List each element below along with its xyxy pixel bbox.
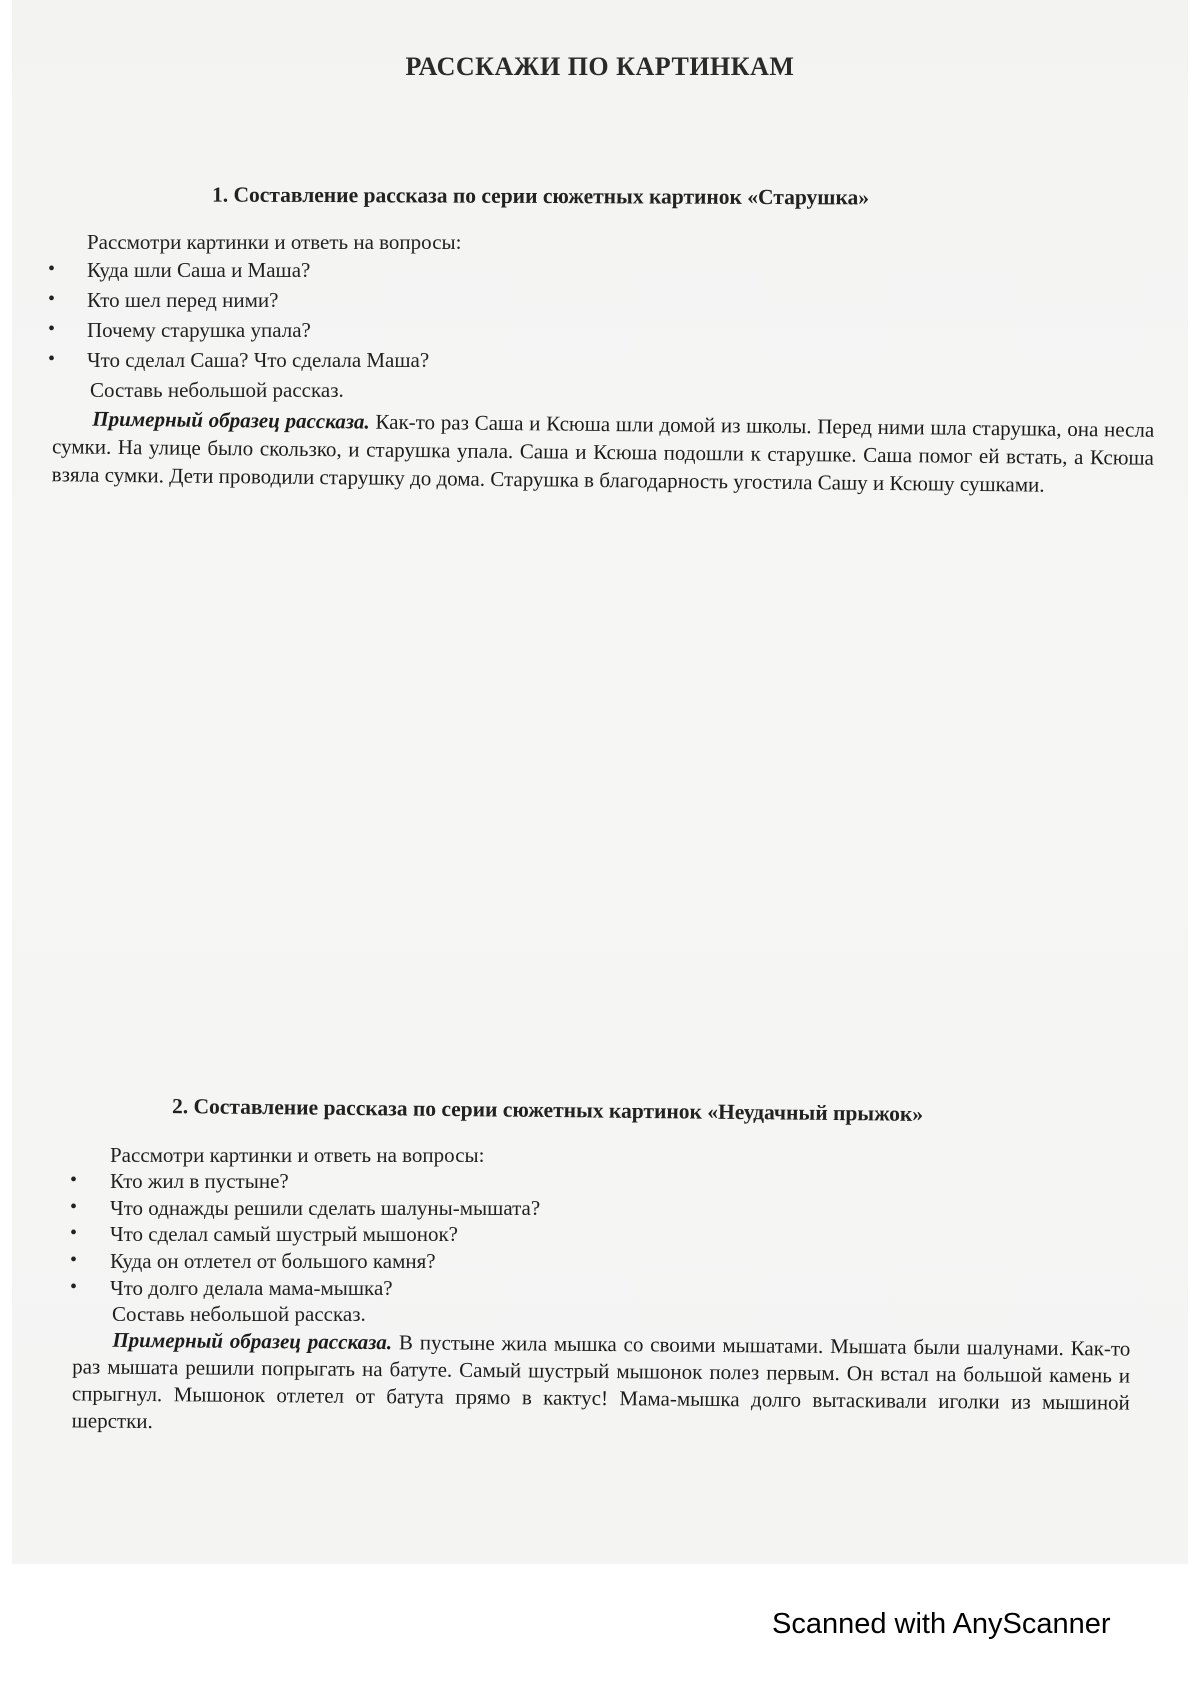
bullet-icon: • [70, 1249, 78, 1271]
sample-label: Примерный образец рассказа. [92, 406, 370, 434]
section2-intro: Рассмотри картинки и ответь на вопросы: [110, 1143, 485, 1167]
section1-task: Составь небольшой рассказ. [90, 378, 344, 402]
bullet-icon: • [48, 348, 56, 370]
bullet-icon: • [48, 288, 56, 310]
bullet-icon: • [48, 318, 56, 340]
list-item: Почему старушка упала? [87, 318, 311, 342]
section1-intro: Рассмотри картинки и ответь на вопросы: [87, 230, 462, 254]
section2-heading: 2. Составление рассказа по серии сюжетных картинок «Неудачный прыжок» [171, 1094, 924, 1126]
sample-text: В пустыне жила мышка со своими мышатами. Мышата были шалунами. Как-то раз мышата решили попрыгать на батуте. Самый шустрый мышонок полез первым. Он встал на большой камень и спрыгнул. Мышонок отлетел от батута прямо в кактус! Мама-мышка долго вытаскивали иголки из мышиной шерстки. [71, 1330, 1131, 1434]
bullet-icon: • [70, 1196, 78, 1218]
list-item: Кто шел перед ними? [87, 288, 279, 312]
section1-heading: 1. Составление рассказа по серии сюжетных картинок «Старушка» [211, 182, 870, 210]
section2-sample-story [72, 1326, 1131, 1443]
section1-sample-story [52, 404, 1155, 500]
section2-task: Составь небольшой рассказ. [112, 1302, 366, 1326]
bullet-icon: • [70, 1276, 78, 1298]
bullet-icon: • [70, 1169, 78, 1191]
list-item: Что долго делала мама-мышка? [110, 1276, 393, 1300]
sample-label: Примерный образец рассказа. [112, 1327, 393, 1355]
list-item: Куда он отлетел от большого камня? [110, 1249, 436, 1273]
bullet-icon: • [70, 1222, 78, 1244]
scanner-watermark: Scanned with AnyScanner [772, 1608, 1111, 1640]
list-item: Куда шли Саша и Маша? [87, 258, 311, 282]
list-item: Что однажды решили сделать шалуны-мышата? [110, 1196, 541, 1220]
list-item: Что сделал Саша? Что сделала Маша? [87, 348, 430, 372]
sample-text: Как-то раз Саша и Ксюша шли домой из школы. Перед ними шла старушка, она несла сумки. На улице было скользко, и старушка упала. Саша и Ксюша подошли к старушке. Саша помог ей встать, а Ксюша взяла сумки. Дети проводили старушку до дома. Старушка в благодарность угостила Сашу и Ксюшу сушками. [51, 409, 1155, 497]
list-item: Кто жил в пустыне? [110, 1169, 289, 1193]
bullet-icon: • [48, 258, 56, 280]
list-item: Что сделал самый шустрый мышонок? [110, 1222, 458, 1246]
page-title: РАССКАЖИ ПО КАРТИНКАМ [405, 52, 795, 81]
